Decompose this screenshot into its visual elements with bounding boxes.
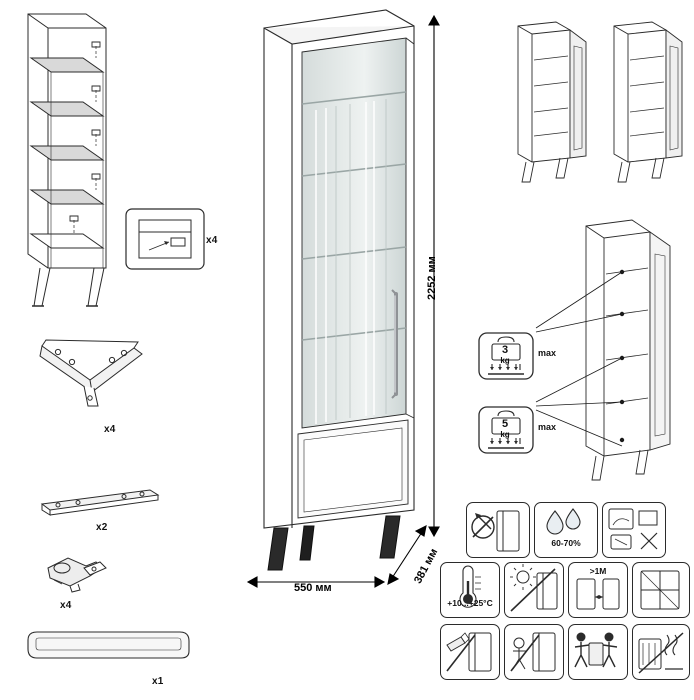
care-icon-no-direct-sunlight — [504, 562, 564, 618]
care-icon-no-sharp-objects — [466, 502, 530, 558]
load-badge-5kg-unit: kg — [500, 430, 510, 439]
load-badge-5kg-value: 5 — [501, 418, 509, 430]
main-product-view — [246, 4, 436, 574]
door-swing-left-view — [500, 16, 590, 186]
care-icon-humidity-label: 60-70% — [551, 538, 581, 548]
flat-bar-part — [38, 486, 168, 526]
part-qty-handle: x1 — [152, 676, 164, 687]
care-icon-clean-with-cloth — [602, 502, 666, 558]
door-swing-right-view — [596, 16, 686, 186]
care-icon-temperature-label: +10...+25°C — [447, 598, 493, 608]
part-qty-hinge: x4 — [60, 600, 72, 611]
part-qty-corner-bracket: x4 — [104, 424, 116, 435]
handle-rail-part — [20, 626, 210, 682]
load-badge-3kg-value: 3 — [501, 344, 509, 356]
care-icon-temperature — [440, 562, 500, 618]
width-dimension-label: 550 мм — [294, 582, 332, 594]
part-qty-shelf-pin: x4 — [206, 235, 218, 246]
care-icon-distance-label: >1М — [589, 566, 607, 576]
exploded-carcass-view — [8, 6, 128, 316]
care-icon-no-heat-source — [632, 624, 690, 680]
height-dimension-label: 2252 мм — [426, 256, 438, 300]
load-badge-3kg-label: max — [538, 348, 557, 358]
hinge-part — [40, 548, 130, 604]
detail-callout-shelf-pin — [125, 208, 215, 270]
care-icon-do-not-lean-on-door — [504, 624, 564, 680]
load-badge-5kg-label: max — [538, 422, 557, 432]
care-icon-humidity — [534, 502, 598, 558]
part-qty-flat-bar: x2 — [96, 522, 108, 533]
care-icon-two-people-to-move — [568, 624, 628, 680]
corner-bracket-part — [38, 336, 156, 418]
load-badge-3kg-unit: kg — [500, 356, 510, 365]
depth-dimension-label: 381 мм — [412, 546, 441, 586]
care-icon-avoid-window-heat — [632, 562, 690, 618]
care-icon-no-liquids — [440, 624, 500, 680]
